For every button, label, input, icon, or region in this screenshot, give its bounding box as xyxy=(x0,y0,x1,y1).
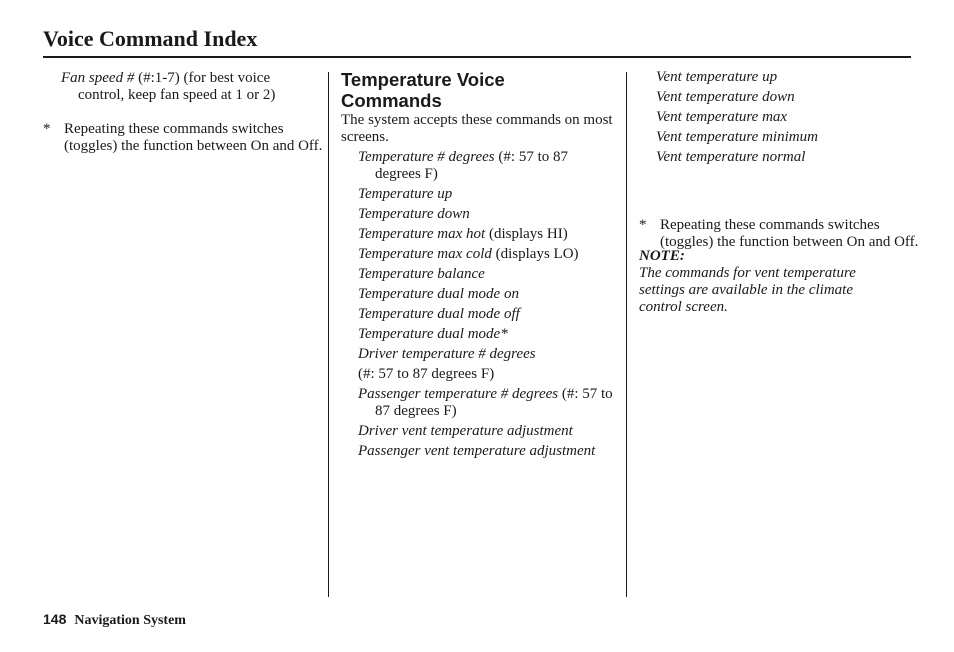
command-italic: Temperature dual mode off xyxy=(358,306,520,322)
command-detail: (#:1-7) (for best voice control, keep fan speed at 1 or 2) xyxy=(78,70,276,103)
section-heading xyxy=(341,69,613,111)
vent-command-item: Vent temperature up xyxy=(656,69,778,85)
vent-command-item: Vent temperature down xyxy=(656,89,795,105)
vent-command-item: Vent temperature max xyxy=(656,109,788,125)
command-detail: (#: 57 to 87 degrees F) xyxy=(375,386,613,419)
command-item xyxy=(358,226,613,243)
climate-note xyxy=(639,248,899,316)
column-3 xyxy=(656,69,911,169)
column-1 xyxy=(61,70,316,107)
asterisk-marker: * xyxy=(639,217,647,233)
command-item xyxy=(358,206,613,223)
command-italic: Passenger temperature # degrees xyxy=(358,386,559,402)
page-footer xyxy=(43,611,186,629)
command-detail: (#: 57 to 87 degrees F) xyxy=(375,149,568,182)
command-item xyxy=(358,346,613,363)
command-item xyxy=(358,149,613,183)
note-body: The commands for vent temperature settings are available in the climate control screen. xyxy=(639,265,856,315)
command-item xyxy=(358,266,613,283)
command-italic: Temperature max hot xyxy=(358,226,486,242)
section-intro: The system accepts these commands on most screens. xyxy=(341,112,613,145)
toggle-note xyxy=(639,217,932,251)
command-item xyxy=(358,423,613,440)
command-italic: Driver vent temperature adjustment xyxy=(358,423,573,439)
command-detail: (displays LO) xyxy=(491,246,579,262)
command-item xyxy=(358,326,613,343)
command-italic: Passenger vent temperature adjustment xyxy=(358,443,596,459)
command-italic: Temperature down xyxy=(358,206,470,222)
note-label: NOTE: xyxy=(639,248,685,264)
command-item xyxy=(358,366,613,383)
command-italic: Temperature dual mode* xyxy=(358,326,508,342)
asterisk-marker: * xyxy=(43,121,51,137)
command-italic: Temperature max cold xyxy=(358,246,492,262)
title-divider xyxy=(43,56,911,58)
command-item xyxy=(358,306,613,323)
command-italic: Temperature up xyxy=(358,186,453,202)
column-2 xyxy=(341,69,613,463)
command-italic: Temperature balance xyxy=(358,266,485,282)
fan-speed-command xyxy=(61,70,316,104)
command-italic: Temperature dual mode on xyxy=(358,286,519,302)
column-divider-2 xyxy=(626,72,627,597)
page-number: 148 xyxy=(43,611,67,627)
command-item xyxy=(358,386,613,420)
column-divider-1 xyxy=(328,72,329,597)
toggle-note-text: Repeating these commands switches (toggles) the function between On and Off. xyxy=(660,217,919,250)
command-item xyxy=(358,246,613,263)
toggle-note xyxy=(43,121,340,155)
toggle-note-text: Repeating these commands switches (toggles) the function between On and Off. xyxy=(64,121,323,154)
vent-command-item: Vent temperature normal xyxy=(656,149,806,165)
command-detail: (displays HI) xyxy=(485,226,568,242)
command-italic: Driver temperature # degrees xyxy=(358,346,536,362)
footer-label: Navigation System xyxy=(74,613,186,628)
command-detail: (#: 57 to 87 degrees F) xyxy=(358,366,495,382)
temperature-command-list xyxy=(341,149,613,460)
page-title: Voice Command Index xyxy=(43,26,258,51)
command-item xyxy=(358,186,613,203)
section-heading-line2: Commands xyxy=(341,90,442,111)
section-heading-line1: Temperature Voice xyxy=(341,69,505,90)
command-item xyxy=(358,286,613,303)
vent-command-item: Vent temperature minimum xyxy=(656,129,818,145)
command-italic: Fan speed # xyxy=(61,70,135,86)
command-item xyxy=(358,443,613,460)
command-italic: Temperature # degrees xyxy=(358,149,495,165)
